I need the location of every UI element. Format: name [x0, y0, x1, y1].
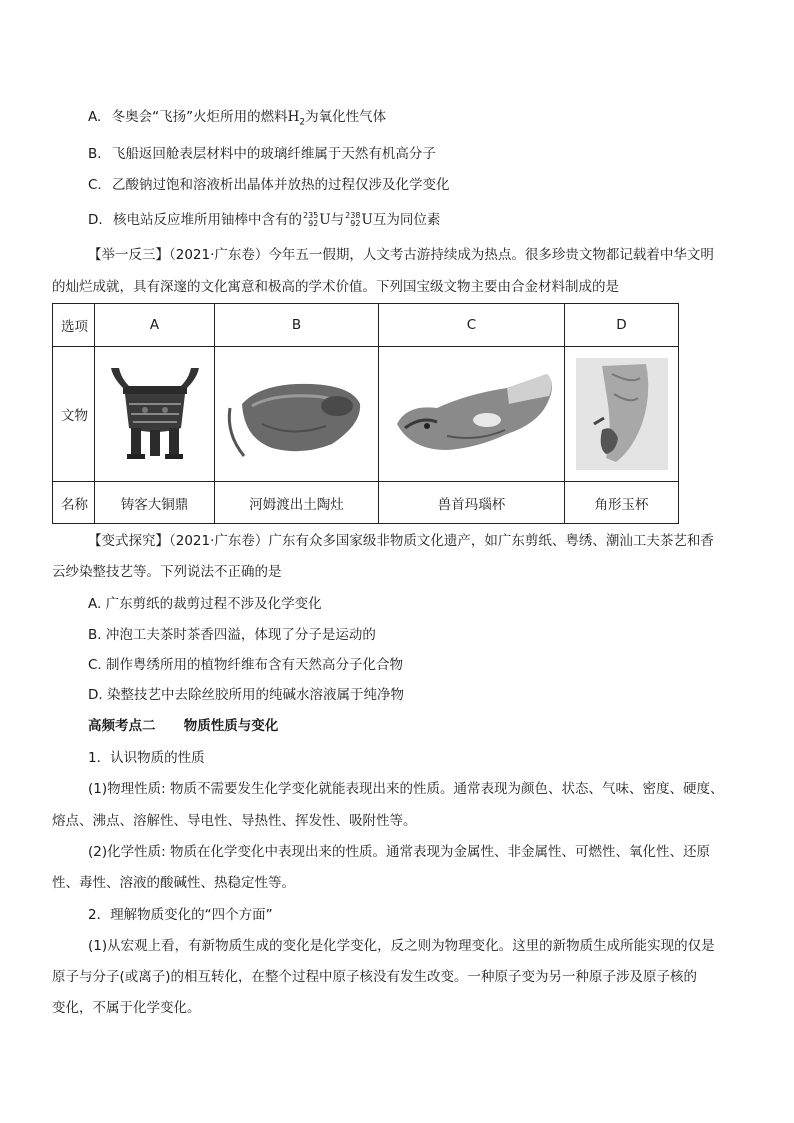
change-paragraph-line-2: 原子与分子(或离子)的相互转化，在整个过程中原子核没有发生改变。一种原子变为另一种原子涉及原子核的 [52, 969, 698, 985]
option-text-post: 为氧化性气体 [305, 109, 387, 125]
chemical-property-line-1: (2)化学性质: 物质在化学变化中表现出来的性质。通常表现为金属性、非金属性、可燃性、氧化性、还原 [88, 844, 710, 860]
option-c [88, 176, 450, 194]
physical-property-line-1: (1)物理性质: 物质不需要发生化学变化就能表现出来的性质。通常表现为颜色、状态、气味、密度、硬度、 [88, 781, 724, 797]
relics-table [52, 303, 679, 524]
row-header-name: 名称 [53, 482, 95, 524]
bronze-ding-image [105, 364, 205, 464]
option-text-post: 互为同位素 [372, 212, 441, 228]
element-symbol: U [361, 212, 373, 228]
section-heading: 高频考点二 物质性质与变化 [88, 718, 279, 734]
q2-option-c: C. 制作粤绣所用的植物纤维布含有天然高分子化合物 [88, 657, 404, 673]
relic-image-a [95, 347, 215, 482]
table-name-row [53, 482, 679, 524]
formula-subscript: 2 [299, 117, 306, 128]
change-paragraph-line-1: (1)从宏观上看，有新物质生成的变化是化学变化，反之则为物理变化。这里的新物质生成所能实现的仅是 [88, 938, 715, 954]
jade-cup-image [572, 354, 672, 474]
relic-image-d [565, 347, 679, 482]
col-a: A [95, 304, 215, 347]
chemical-property-line-2: 性、毒性、溶液的酸碱性、热稳定性等。 [52, 875, 295, 891]
atomic-number: 92 [350, 219, 361, 228]
option-b [88, 145, 436, 163]
option-letter: A. [88, 109, 102, 125]
q2-option-d: D. 染整技艺中去除丝胶所用的纯碱水溶液属于纯净物 [88, 687, 404, 703]
q2-option-b: B. 冲泡工夫茶时茶香四溢，体现了分子是运动的 [88, 627, 376, 643]
relic-image-c [379, 347, 565, 482]
option-a [88, 108, 386, 132]
name-b: 河姆渡出土陶灶 [215, 482, 379, 524]
element-symbol: U [319, 212, 331, 228]
option-text-mid: 与 [330, 212, 345, 228]
col-d: D [565, 304, 679, 347]
option-text: 飞船返回舱表层材料中的玻璃纤维属于天然有机高分子 [111, 146, 436, 162]
question-2-line-2: 云纱染整技艺等。下列说法不正确的是 [52, 564, 282, 580]
pottery-stove-image [222, 364, 372, 464]
agate-cup-image [387, 364, 557, 464]
col-b: B [215, 304, 379, 347]
option-letter: C. [88, 177, 102, 193]
isotope-1-numbers [303, 212, 318, 228]
physical-property-line-2: 熔点、沸点、溶解性、导电性、导热性、挥发性、吸附性等。 [52, 813, 417, 829]
atomic-number: 92 [308, 219, 319, 228]
mass-number: 238 [345, 211, 361, 220]
option-d [88, 211, 440, 229]
question-1-line-2: 的灿烂成就，具有深邃的文化寓意和极高的学术价值。下列国宝级文物主要由合金材料制成的是 [52, 279, 619, 295]
change-paragraph-line-3: 变化，不属于化学变化。 [52, 1000, 201, 1016]
option-letter: B. [88, 146, 102, 162]
table-header-row [53, 304, 679, 347]
relic-image-b [215, 347, 379, 482]
name-a: 铸客大铜鼎 [95, 482, 215, 524]
col-header-option: 选项 [53, 304, 95, 347]
question-1-line-1: 【举一反三】（2021·广东卷）今年五一假期，人文考古游持续成为热点。很多珍贵文物都记载着中华文明 [88, 247, 714, 263]
row-header-relic: 文物 [53, 347, 95, 482]
q2-option-a: A. 广东剪纸的裁剪过程不涉及化学变化 [88, 596, 322, 612]
formula-h: H [287, 109, 300, 125]
isotope-2-numbers [345, 212, 360, 228]
option-text: 核电站反应堆所用铀棒中含有的 [112, 212, 302, 228]
subsection-1-title: 1．认识物质的性质 [88, 750, 205, 766]
question-2-line-1: 【变式探究】（2021·广东卷）广东有众多国家级非物质文化遗产，如广东剪纸、粤绣、潮汕工夫茶艺和香 [88, 533, 714, 549]
mass-number: 235 [302, 211, 319, 220]
name-d: 角形玉杯 [565, 482, 679, 524]
name-c: 兽首玛瑙杯 [379, 482, 565, 524]
col-c: C [379, 304, 565, 347]
option-text: 乙酸钠过饱和溶液析出晶体并放热的过程仅涉及化学变化 [112, 177, 450, 193]
option-text: 冬奥会“飞扬”火炬所用的燃料 [111, 109, 288, 125]
table-relic-row [53, 347, 679, 482]
subsection-2-title: 2．理解物质变化的“四个方面” [88, 907, 273, 923]
option-letter: D. [88, 212, 103, 228]
